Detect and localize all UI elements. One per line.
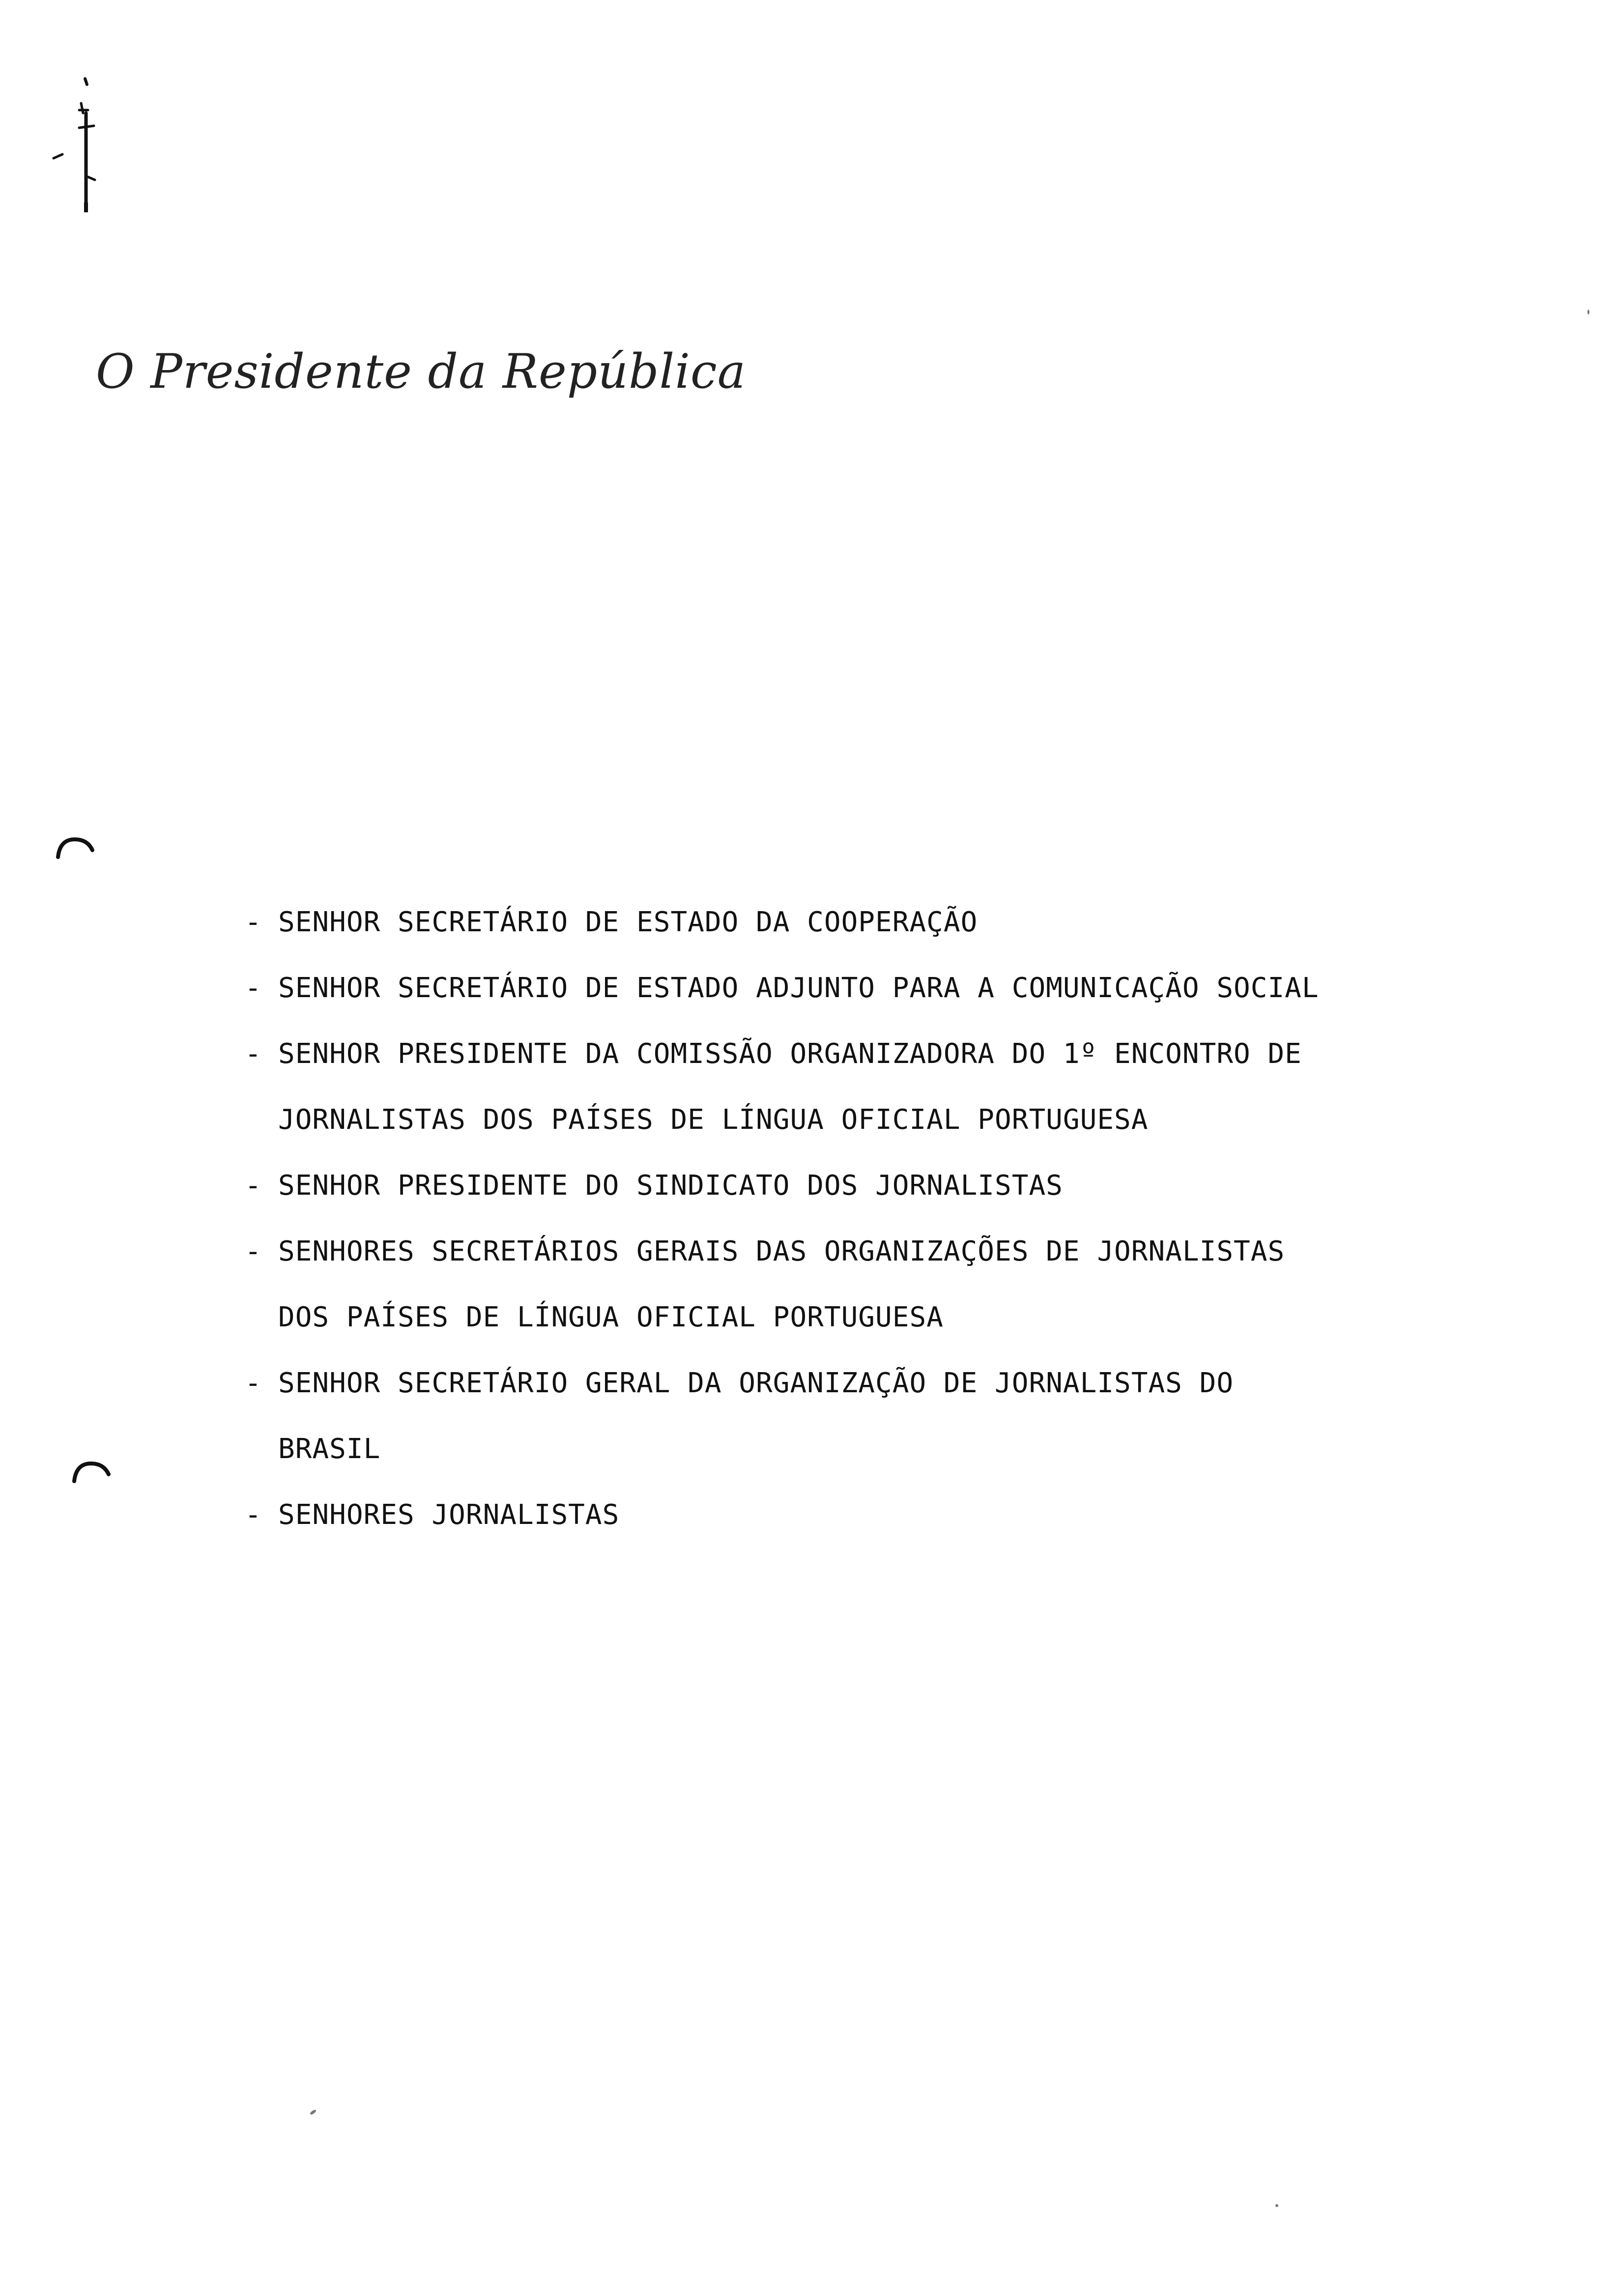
bullet-dash: - — [245, 906, 262, 938]
bullet-dash: - — [245, 1235, 262, 1267]
addressee-item — [245, 955, 1513, 1021]
addressee-line: SENHOR SECRETÁRIO DE ESTADO ADJUNTO PARA A COMUNICAÇÃO SOCIAL — [278, 972, 1319, 1004]
scan-speck — [1275, 2204, 1278, 2207]
addressee-line: BRASIL — [278, 1433, 381, 1465]
punch-hole-icon — [55, 835, 94, 860]
bullet-dash: - — [245, 1367, 262, 1399]
addressee-line: SENHOR SECRETÁRIO GERAL DA ORGANIZAÇÃO DE JORNALISTAS DO — [278, 1367, 1234, 1399]
handwritten-mark-icon — [47, 74, 106, 231]
scan-speck — [1587, 310, 1589, 315]
addressee-line: JORNALISTAS DOS PAÍSES DE LÍNGUA OFICIAL PORTUGUESA — [278, 1104, 1149, 1136]
letterhead-title: O Presidente da República — [96, 344, 746, 399]
bullet-dash: - — [245, 1499, 262, 1531]
bullet-dash: - — [245, 1170, 262, 1202]
addressee-list — [245, 890, 1513, 1548]
bullet-dash: - — [245, 972, 262, 1004]
addressee-item — [245, 1153, 1513, 1219]
addressee-line: SENHORES JORNALISTAS — [278, 1499, 620, 1531]
scan-speck — [310, 2109, 317, 2116]
addressee-item — [245, 1350, 1513, 1482]
addressee-item — [245, 1219, 1513, 1350]
addressee-item — [245, 1021, 1513, 1153]
addressee-line: SENHOR PRESIDENTE DA COMISSÃO ORGANIZADORA DO 1º ENCONTRO DE — [278, 1038, 1302, 1070]
addressee-item — [245, 1482, 1513, 1548]
addressee-line: DOS PAÍSES DE LÍNGUA OFICIAL PORTUGUESA — [278, 1301, 944, 1333]
addressee-line: SENHOR SECRETÁRIO DE ESTADO DA COOPERAÇÃO — [278, 906, 978, 938]
addressee-line: SENHOR PRESIDENTE DO SINDICATO DOS JORNALISTAS — [278, 1170, 1063, 1202]
punch-hole-icon — [71, 1460, 111, 1484]
addressee-line: SENHORES SECRETÁRIOS GERAIS DAS ORGANIZAÇÕES DE JORNALISTAS — [278, 1235, 1285, 1267]
addressee-item — [245, 890, 1513, 955]
bullet-dash: - — [245, 1038, 262, 1070]
